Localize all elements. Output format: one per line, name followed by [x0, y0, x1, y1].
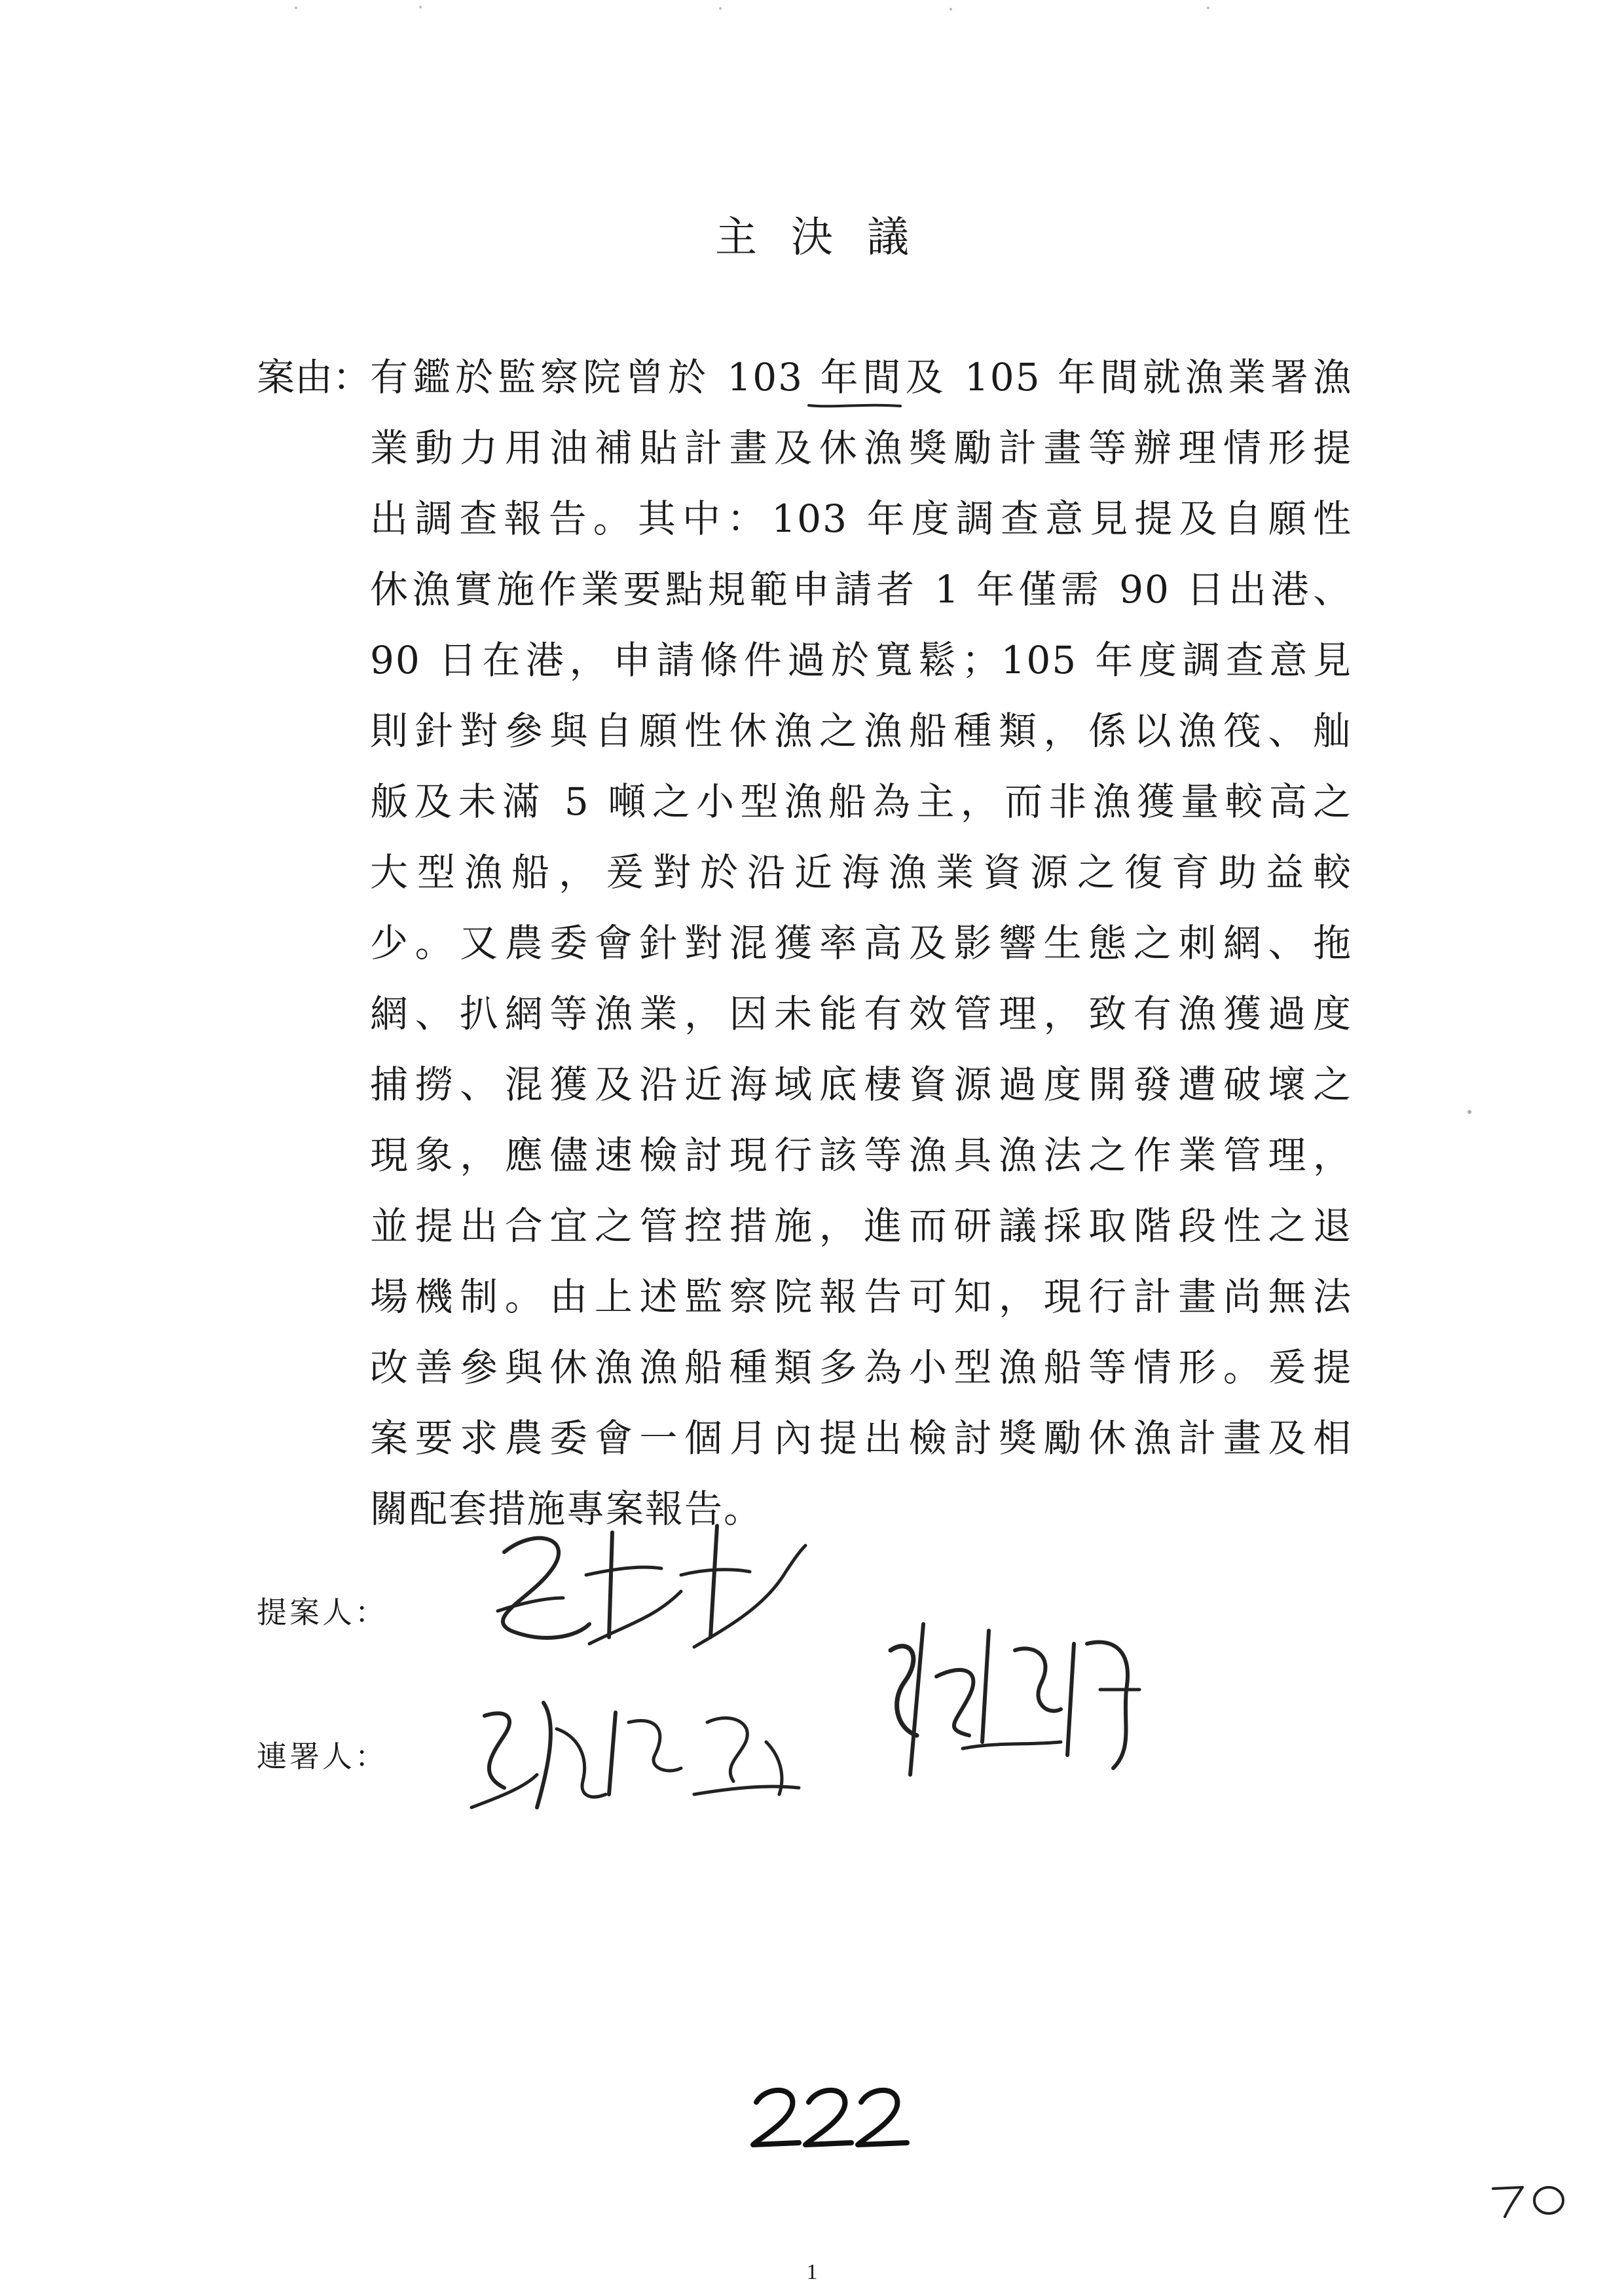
case-body: [370, 342, 1352, 1544]
cosigner-signature-2: [864, 1598, 1166, 1794]
cosigner-signature-1: [458, 1676, 825, 1834]
case-line: 出調查報告。其中：103 年度調查意見提及自願性: [370, 496, 1352, 541]
case-line: 捕撈、混獲及沿近海域底棲資源過度開發遭破壞之: [370, 1062, 1352, 1107]
document-title: 主決議: [715, 213, 943, 262]
case-line: 休漁實施作業要點規範申請者 1 年僅需 90 日出港、: [370, 567, 1352, 612]
case-line: 關配套措施專案報告。: [370, 1487, 764, 1531]
case-line: 90 日在港，申請條件過於寬鬆；105 年度調查意見: [370, 638, 1352, 682]
case-line: 場機制。由上述監察院報告可知，現行計畫尚無法: [370, 1274, 1352, 1319]
case-line: 舨及未滿 5 噸之小型漁船為主，而非漁獲量較高之: [370, 779, 1352, 824]
case-line: 業動力用油補貼計畫及休漁獎勵計畫等辦理情形提: [370, 426, 1352, 470]
case-line: 並提出合宜之管控措施，進而研議採取階段性之退: [370, 1204, 1352, 1248]
case-line: 少。又農委會針對混獲率高及影響生態之刺網、拖: [370, 921, 1352, 965]
case-line: 大型漁船，爰對於沿近海漁業資源之復育助益較: [370, 850, 1352, 895]
case-line: 則針對參與自願性休漁之漁船種類，係以漁筏、舢: [370, 709, 1352, 753]
case-line: 有鑑於監察院曾於 103 年間及 105 年間就漁業署漁: [370, 355, 1352, 399]
case-line: 案要求農委會一個月內提出檢討獎勵休漁計畫及相: [370, 1416, 1352, 1460]
footer-page-number: 1: [806, 2260, 818, 2284]
case-line: 網、扒網等漁業，因未能有效管理，致有漁獲過度: [370, 991, 1352, 1036]
handwritten-underline: [807, 400, 902, 411]
handwritten-page-number: [747, 2083, 917, 2157]
cosigner-label: 連署人：: [257, 1739, 388, 1774]
handwritten-corner-number: [1486, 2181, 1572, 2223]
case-line: 現象，應儘速檢討現行該等漁具漁法之作業管理，: [370, 1133, 1352, 1177]
case-label: 案由：: [257, 355, 371, 399]
case-line: 改善參與休漁漁船種類多為小型漁船等情形。爰提: [370, 1345, 1352, 1390]
proposer-signature: [458, 1513, 825, 1670]
proposer-label: 提案人：: [257, 1595, 388, 1630]
